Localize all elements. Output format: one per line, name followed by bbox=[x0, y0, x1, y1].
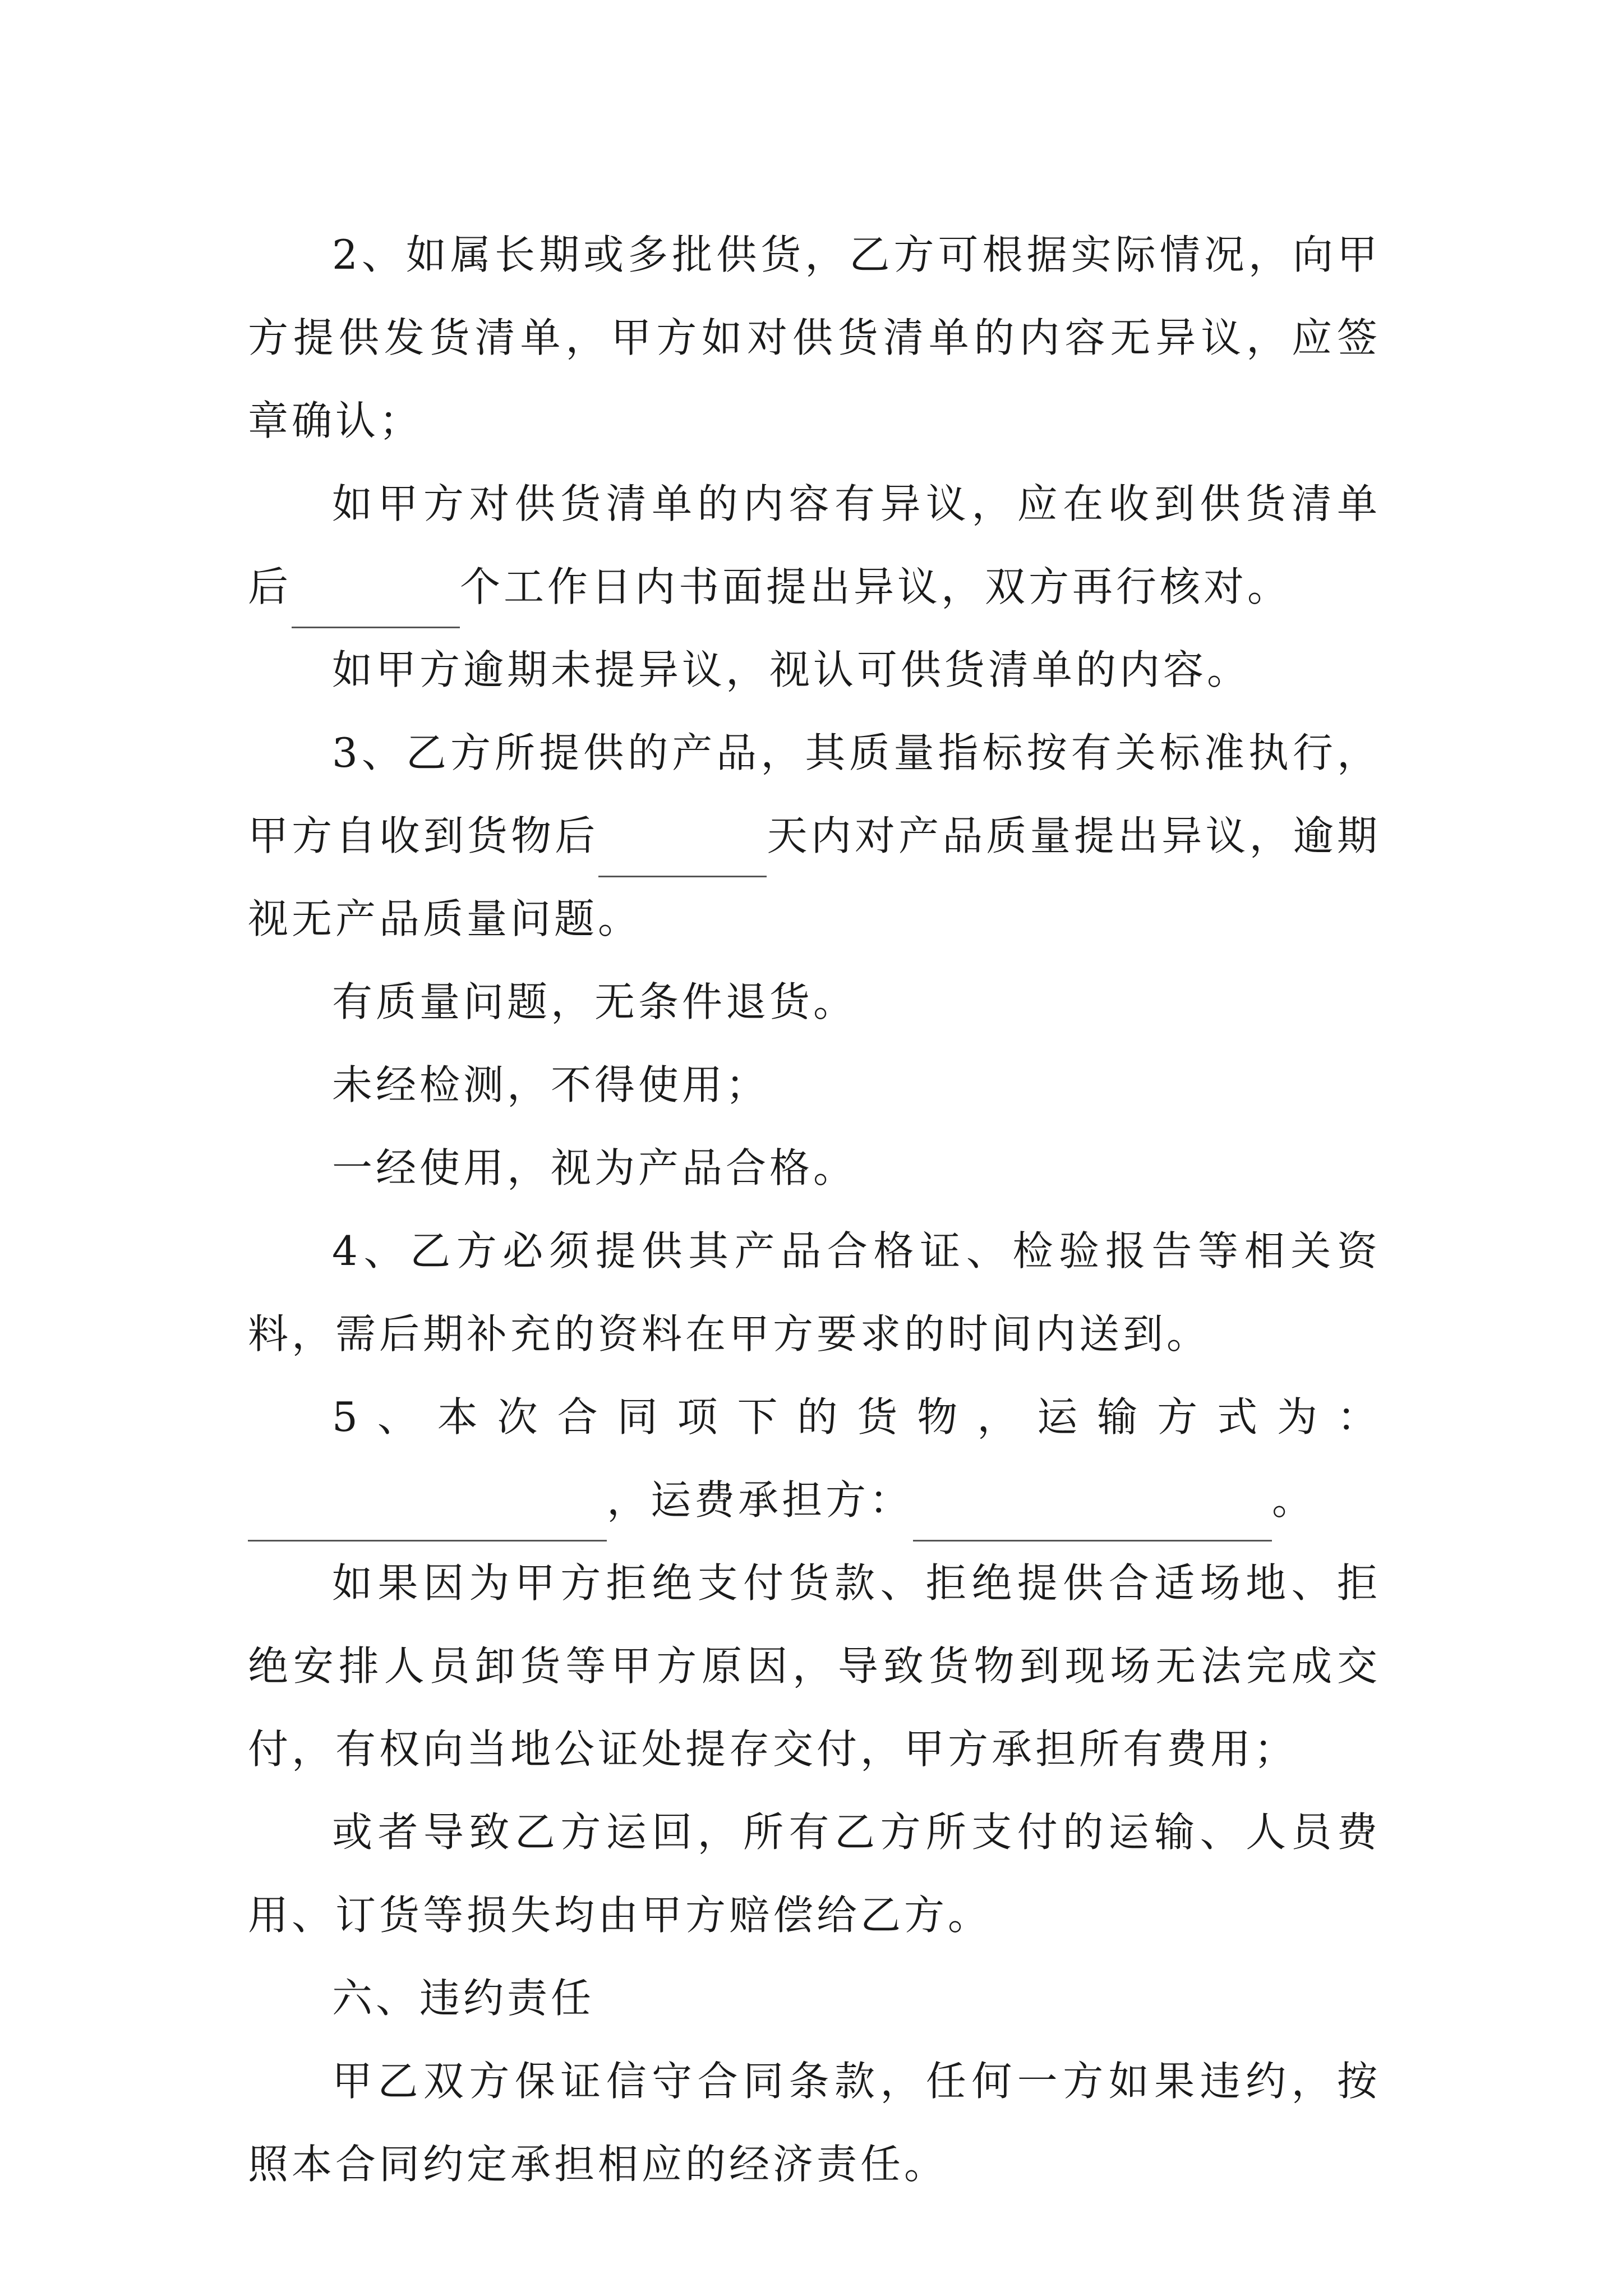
document-body bbox=[248, 213, 1381, 2206]
paragraph-compensation bbox=[248, 1791, 1381, 1957]
paragraph-objection bbox=[248, 462, 1381, 628]
paragraph-text: 甲乙双方保证信守合同条款，任何一方如果违约，按照本合同约定承担相应的经济责任。 bbox=[248, 2058, 1381, 2188]
paragraph-text: 如甲方逾期未提异议，视认可供货清单的内容。 bbox=[332, 646, 1251, 693]
paragraph-transport bbox=[248, 1375, 1381, 1458]
fill-in-blank-workdays[interactable] bbox=[292, 576, 460, 628]
paragraph-refusal bbox=[248, 1542, 1381, 1791]
paragraph-text: 未经检测，不得使用； bbox=[332, 1061, 770, 1108]
paragraph-qualified bbox=[248, 1126, 1381, 1209]
paragraph-text: 如甲方对供货清单的内容有异议，应在收到供货清单后 bbox=[248, 480, 1381, 610]
section-heading-breach bbox=[248, 1957, 1381, 2040]
paragraph-text: 。 bbox=[1272, 1476, 1316, 1524]
paragraph-quality bbox=[248, 711, 1381, 960]
fill-in-blank-transport-method[interactable] bbox=[248, 1489, 607, 1542]
paragraph-supply-list bbox=[248, 213, 1381, 462]
paragraph-text: 4、乙方必须提供其产品合格证、检验报告等相关资料，需后期补充的资料在甲方要求的时间内送到。 bbox=[248, 1227, 1381, 1358]
paragraph-testing bbox=[248, 1043, 1381, 1126]
paragraph-text: 3、乙方所提供的产品，其质量指标按有关标准执行，甲方自收到货物后 bbox=[248, 729, 1381, 859]
paragraph-overdue bbox=[248, 628, 1381, 711]
paragraph-text: 六、违约责任 bbox=[332, 1975, 595, 2022]
paragraph-text: 个工作日内书面提出异议，双方再行核对。 bbox=[460, 563, 1292, 610]
paragraph-text: 有质量问题，无条件退货。 bbox=[332, 978, 857, 1025]
paragraph-liability bbox=[248, 2040, 1381, 2206]
paragraph-transport-continued bbox=[248, 1458, 1381, 1542]
paragraph-text: 如果因为甲方拒绝支付货款、拒绝提供合适场地、拒绝安排人员卸货等甲方原因，导致货物到现场无法完成交付，有权向当地公证处提存交付，甲方承担所有费用； bbox=[248, 1559, 1381, 1773]
paragraph-text: 5、本次合同项下的货物，运输方式为： bbox=[332, 1393, 1381, 1441]
fill-in-blank-freight-payer[interactable] bbox=[913, 1489, 1272, 1542]
paragraph-text: 天内对产品质量提出异议，逾期视无产品质量问题。 bbox=[248, 812, 1381, 942]
paragraph-text: 2、如属长期或多批供货，乙方可根据实际情况，向甲方提供发货清单，甲方如对供货清单的内容无异议，应签章确认； bbox=[248, 231, 1381, 444]
paragraph-certificates bbox=[248, 1209, 1381, 1375]
paragraph-text: 一经使用，视为产品合格。 bbox=[332, 1144, 857, 1191]
paragraph-text: ，运费承担方： bbox=[607, 1476, 914, 1524]
paragraph-text: 或者导致乙方运回，所有乙方所支付的运输、人员费用、订货等损失均由甲方赔偿给乙方。 bbox=[248, 1809, 1381, 1939]
paragraph-return bbox=[248, 960, 1381, 1043]
fill-in-blank-days[interactable] bbox=[598, 825, 767, 877]
